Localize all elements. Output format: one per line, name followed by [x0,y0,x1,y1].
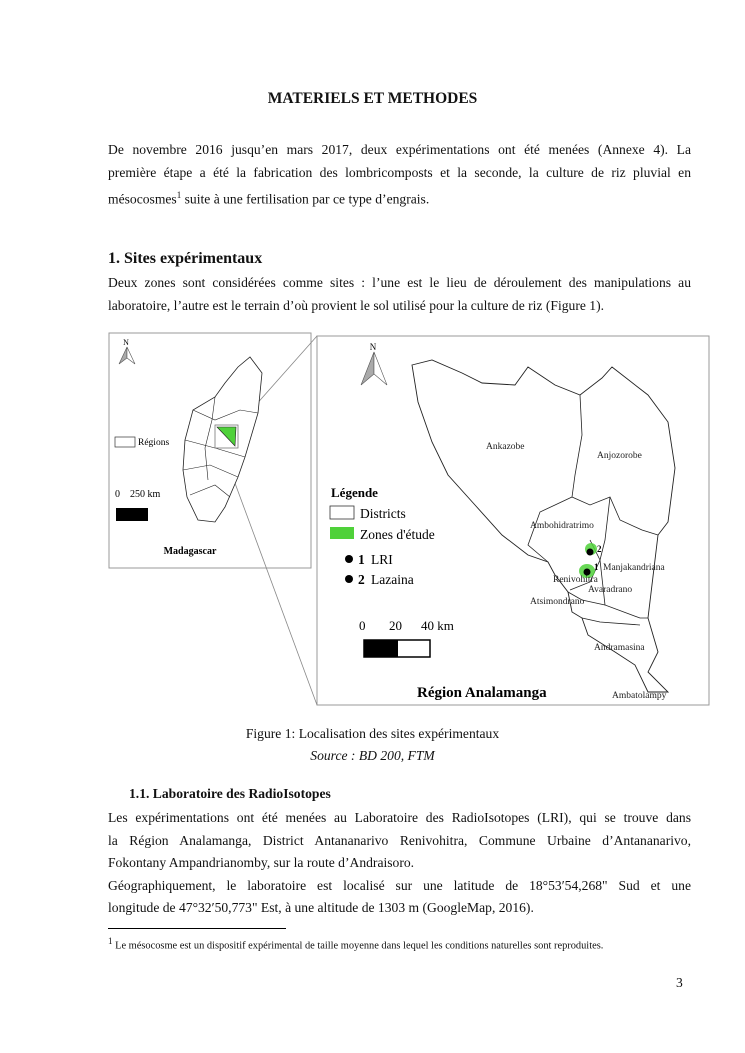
svg-text:Renivohitra: Renivohitra [553,575,598,585]
subsection-heading: 1.1. Laboratoire des RadioIsotopes [129,786,331,801]
text-line: la Région Analamanga, District Antananarivo Renivohitra, Commune Urbaine d’Antananarivo, [108,832,691,848]
legend-swatch [115,437,135,447]
scale-bar [116,508,148,521]
svg-text:Ambatolampy: Ambatolampy [612,691,667,701]
text-line: première étape a été la fabrication des lombricomposts et la seconde, la culture de riz pluvial en [108,164,691,180]
legend-label: Zones d'étude [360,527,435,542]
map-title: Région Analamanga [417,685,547,701]
svg-text:Ambohidratrimo: Ambohidratrimo [530,521,594,531]
svg-text:20: 20 [389,618,402,633]
footnote-text: Le mésocosme est un dispositif expérimental de taille moyenne dans lequel les conditions naturelles sont reproduites. [112,940,604,952]
legend-label: LRI [371,552,393,567]
text-line: Fokontany Ampandrianomby, sur la route d’Andraisoro. [108,855,415,871]
footnote [108,935,691,953]
svg-text:Ankazobe: Ankazobe [486,442,525,452]
legend-swatch [330,506,354,519]
text-line: longitude de 47°32′50,773" Est, à une altitude de 1303 m (GoogleMap, 2016). [108,900,534,916]
text-line: laboratoire, l’autre est le terrain d’où provient le sol utilisé pour la culture de riz (Figure 1). [108,297,604,313]
page-title: MATERIELS ET METHODES [267,90,478,107]
text-line: Géographiquement, le laboratoire est localisé sur une latitude de 18°53′54,268" Sud et une [108,877,691,893]
text: suite à une fertilisation par ce type d’engrais. [184,191,430,207]
page-number: 3 [676,975,683,990]
footnote-number: 1 [108,936,113,946]
svg-text:Avaradrano: Avaradrano [588,585,633,595]
svg-text:Atsimondrano: Atsimondrano [530,597,585,607]
legend-label: Lazaina [371,572,414,587]
svg-text:N: N [123,338,129,347]
section-heading: 1. Sites expérimentaux [108,250,263,267]
svg-text:2: 2 [597,544,602,554]
legend-title: Légende [331,485,378,500]
footnote-ref[interactable]: 1 [176,190,182,201]
text-line: De novembre 2016 jusqu’en mars 2017, deux expérimentations ont été menées (Annexe 4). La [108,142,691,157]
word: mésocosmes [108,191,177,207]
svg-text:Manjakandriana: Manjakandriana [603,563,665,573]
text-line: Deux zones sont considérées comme sites : l’une est le lieu de déroulement des manipulations au [108,275,691,290]
svg-text:N: N [369,342,377,352]
figure-caption: Figure 1: Localisation des sites expérimentaux [245,726,500,741]
legend-swatch [330,527,354,539]
svg-text:Andramasina: Andramasina [594,643,645,653]
svg-text:40 km: 40 km [421,618,454,633]
legend-label: Régions [138,438,170,448]
svg-text:2: 2 [358,572,365,587]
section11-paragraph [108,807,691,920]
inset-title: Madagascar [163,546,217,557]
svg-text:1: 1 [358,552,365,567]
footnote-divider [108,928,286,929]
svg-text:0: 0 [359,618,366,633]
legend-label: Districts [360,506,406,521]
text-line: Les expérimentations ont été menées au Laboratoire des RadioIsotopes (LRI), qui se trouve dans [108,810,691,825]
svg-text:1: 1 [594,562,599,572]
scale-label: 0 250 km [115,489,161,500]
figure-source: Source : BD 200, FTM [310,748,435,763]
site-marker-2 [587,549,594,556]
svg-text:Anjozorobe: Anjozorobe [597,451,642,461]
